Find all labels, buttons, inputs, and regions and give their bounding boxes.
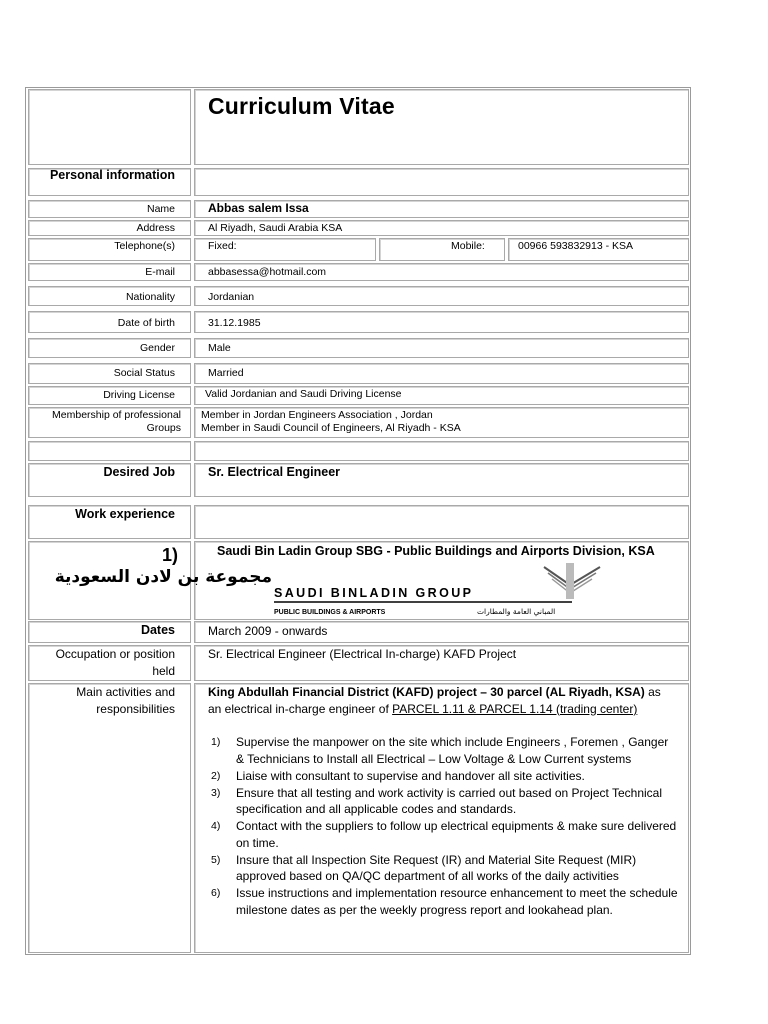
list-item-number: 6)	[211, 887, 221, 899]
address-value: Al Riyadh, Saudi Arabia KSA	[208, 222, 343, 234]
telephone-label: Telephone(s)	[114, 240, 175, 252]
name-label: Name	[146, 203, 175, 215]
dob-value-cell	[194, 311, 689, 333]
activities-label-line2: responsibilities	[96, 702, 175, 716]
project-text: as an electrical in-charge engineer of	[208, 685, 661, 716]
project-title: King Abdullah Financial District (KAFD) project – 30 parcel (AL Riyadh, KSA)	[208, 685, 645, 699]
sbg-logo	[54, 560, 608, 618]
nationality-value: Jordanian	[208, 291, 255, 303]
email-value: abbasessa@hotmail.com	[208, 266, 327, 278]
list-item	[208, 852, 678, 885]
list-item	[208, 785, 678, 818]
gender-value: Male	[208, 342, 231, 354]
personal-info-value-cell	[194, 168, 689, 196]
spacer-label-cell	[28, 441, 191, 461]
work-experience-value-cell	[194, 505, 689, 539]
list-item-text: Issue instructions and implementation resource enhancement to meet the schedule milestone dates as per the weekly progress report and lookahead plan.	[236, 886, 678, 917]
activities-label-cell	[28, 683, 191, 953]
list-item-text: Supervise the manpower on the site which include Engineers , Foremen , Ganger & Technicians to Install all Electrical – Low Voltage & Low Current systems	[236, 735, 669, 766]
nationality-value-cell	[194, 286, 689, 306]
telephone-mobile-label: Mobile:	[451, 240, 485, 252]
occupation-label-line1: Occupation or position	[55, 647, 175, 661]
list-item-number: 2)	[211, 769, 221, 782]
dates-label: Dates	[140, 623, 175, 637]
dates-value: March 2009 - onwards	[208, 624, 328, 638]
telephone-mobile-label-cell	[379, 238, 505, 261]
membership-label-line2: Groups	[146, 422, 181, 434]
driving-label: Driving License	[103, 389, 175, 401]
list-item-text: Insure that all Inspection Site Request (IR) and Material Site Request (MIR) approved based on QA/QC department of all works of the daily activities	[236, 852, 637, 883]
logo-english-name: SAUDI BINLADIN GROUP	[274, 586, 474, 600]
list-item-number: 3)	[211, 786, 221, 799]
dob-value: 31.12.1985	[208, 317, 261, 329]
occupation-label-line2: held	[152, 664, 175, 678]
social-value-cell	[194, 363, 689, 384]
list-item-number: 4)	[211, 820, 221, 832]
address-label: Address	[136, 222, 175, 234]
list-item-text: Contact with the suppliers to follow up electrical equipments & make sure delivered on time.	[236, 819, 677, 850]
logo-division-ar: المباني العامة والمطارات	[477, 607, 556, 616]
social-label: Social Status	[113, 367, 175, 379]
personal-info-heading: Personal information	[49, 168, 175, 182]
list-item	[208, 768, 678, 785]
list-item-text: Ensure that all testing and work activity is carried out based on Project Technical specification and all applicable codes and standards.	[236, 785, 662, 816]
list-item	[208, 885, 678, 918]
desired-job-label: Desired Job	[103, 465, 175, 479]
membership-label-line1: Membership of professional	[52, 409, 181, 421]
list-item-text: Liaise with consultant to supervise and handover all site activities.	[236, 768, 585, 783]
activities-label-line1: Main activities and	[76, 685, 175, 699]
sbg-emblem-icon	[544, 563, 600, 599]
membership-value-line1: Member in Jordan Engineers Association , Jordan	[201, 409, 433, 421]
dob-label: Date of birth	[117, 317, 175, 329]
title-label-cell	[28, 89, 191, 165]
gender-label: Gender	[139, 342, 175, 354]
company-name: Saudi Bin Ladin Group SBG - Public Buildings and Airports Division, KSA	[217, 544, 655, 558]
project-parcels: PARCEL 1.11 & PARCEL 1.14 (trading center)	[392, 701, 638, 716]
driving-value: Valid Jordanian and Saudi Driving License	[205, 388, 402, 400]
project-description	[208, 684, 668, 717]
list-item-number: 1)	[211, 736, 221, 748]
experience-number: 1)	[161, 545, 178, 565]
logo-division-en: PUBLIC BUILDINGS & AIRPORTS	[274, 609, 386, 616]
occupation-value: Sr. Electrical Engineer (Electrical In-charge) KAFD Project	[208, 647, 517, 661]
telephone-fixed-label: Fixed:	[208, 240, 237, 252]
email-label: E-mail	[145, 266, 175, 278]
list-item-number: 5)	[211, 853, 221, 866]
activities-list	[208, 734, 678, 919]
spacer-value-cell	[194, 441, 689, 461]
list-item	[208, 818, 678, 851]
social-value: Married	[208, 367, 244, 379]
nationality-label: Nationality	[125, 291, 175, 303]
list-item	[208, 734, 678, 767]
membership-value-line2: Member in Saudi Council of Engineers, Al Riyadh - KSA	[201, 422, 461, 434]
name-value: Abbas salem Issa	[208, 201, 309, 215]
desired-job-value: Sr. Electrical Engineer	[208, 465, 341, 479]
gender-value-cell	[194, 338, 689, 358]
telephone-mobile-value: 00966 593832913 - KSA	[518, 240, 634, 252]
page-title: Curriculum Vitae	[208, 93, 395, 119]
logo-arabic-name: مجموعة بن لادن السعودية	[54, 567, 272, 587]
work-experience-heading: Work experience	[75, 507, 175, 521]
